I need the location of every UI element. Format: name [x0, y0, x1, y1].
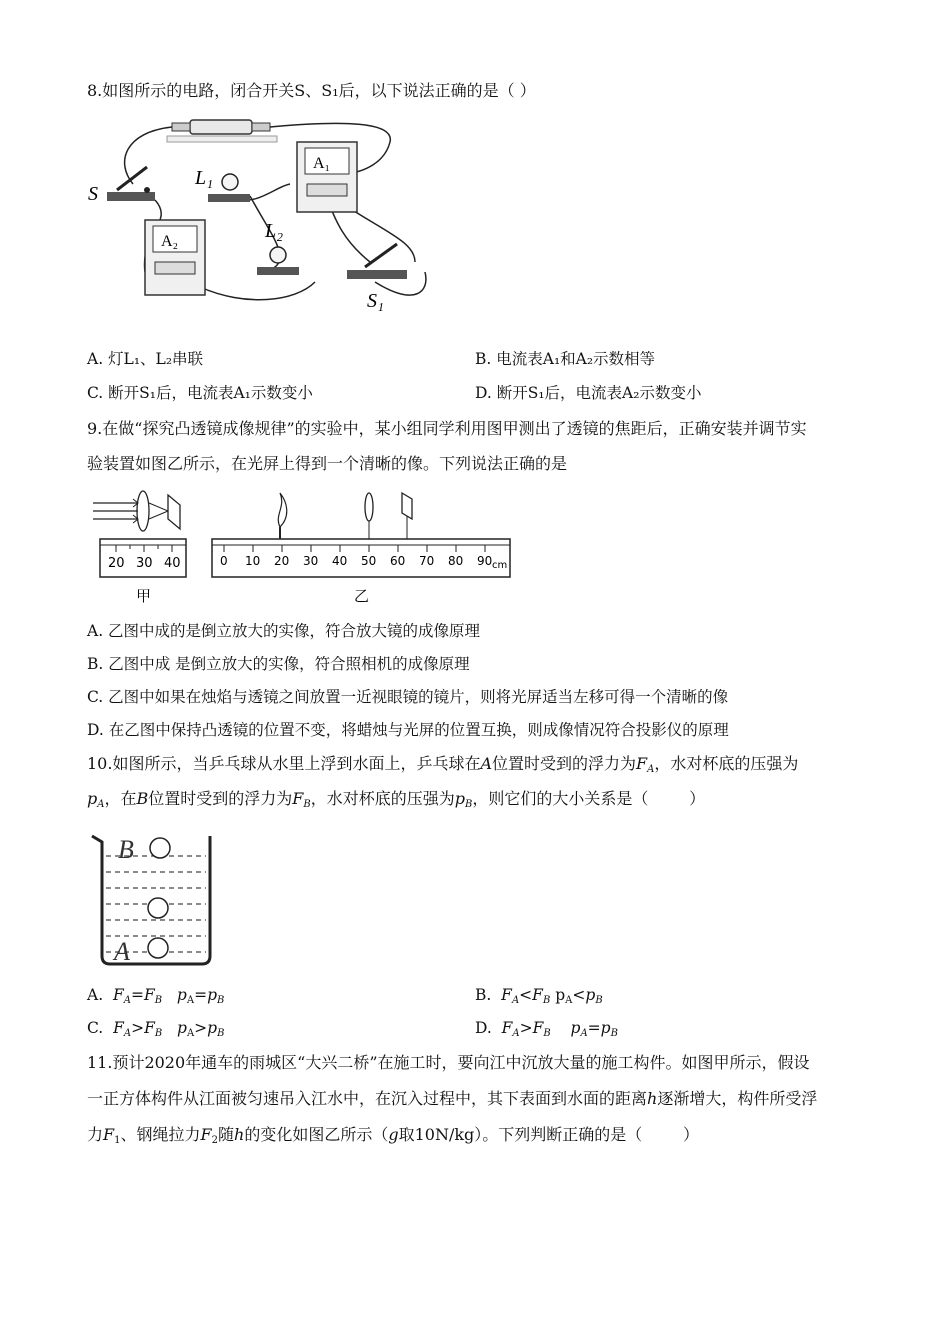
yi-tick-0: 0	[220, 554, 228, 568]
jia-caption: 甲	[136, 587, 152, 605]
yi-tick-80: 80	[448, 554, 464, 568]
label-l2: L₂	[265, 220, 284, 242]
q10-option-d[interactable]: D. $F_A>F_B$ $p_A=p_B$	[475, 1019, 618, 1039]
q10-option-a[interactable]: A. $F_A=F_B$ $p_A=p_B$	[87, 986, 225, 1006]
q10-option-c[interactable]: C. $F_A>F_B$ $p_A>p_B$	[87, 1019, 225, 1039]
yi-tick-50: 50	[361, 554, 377, 568]
label-a2: A₂	[161, 233, 179, 250]
label-s1: S₁	[367, 290, 384, 312]
q9-option-c[interactable]: C. 乙图中如果在烛焰与透镜之间放置一近视眼镜的镜片，则将光屏适当左移可得一个清晰的像	[87, 688, 729, 706]
q9-stem-line1: 9.在做“探究凸透镜成像规律”的实验中，某小组同学利用图甲测出了透镜的焦距后，正确安装并调节实	[87, 419, 807, 438]
label-s: S	[88, 183, 98, 205]
yi-tick-40: 40	[332, 554, 348, 568]
q11-stem-line3: 力$F_1$、钢绳拉力$F_2$随h的变化如图乙所示（g取10N/kg）。下列判断正确的是（ ）	[87, 1125, 699, 1146]
q9-option-a[interactable]: A. 乙图中成的是倒立放大的实像，符合放大镜的成像原理	[87, 622, 481, 640]
q9-option-d[interactable]: D. 在乙图中保持凸透镜的位置不变，将蜡烛与光屏的位置互换，则成像情况符合投影仪的原理	[87, 721, 729, 739]
q8-option-b[interactable]: B. 电流表A₁和A₂示数相等	[475, 350, 656, 368]
q8-stem: 8.如图所示的电路，闭合开关S、S₁后，以下说法正确的是（ ）	[87, 81, 536, 100]
jia-tick-40: 40	[164, 556, 181, 571]
q10-stem-line1: 10.如图所示，当乒乓球从水里上浮到水面上，乒乓球在A位置时受到的浮力为$F_A$，水对杯底的压强为	[87, 754, 799, 775]
yi-tick-10: 10	[245, 554, 261, 568]
q11-stem-line1: 11.预计2020年通车的雨城区“大兴二桥”在施工时，要向江中沉放大量的施工构件。如图甲所示，假设	[87, 1053, 810, 1072]
q10-beaker-figure	[88, 826, 223, 968]
q8-circuit-figure	[85, 112, 435, 317]
q8-option-c[interactable]: C. 断开S₁后，电流表A₁示数变小	[87, 384, 313, 402]
label-a1: A₁	[313, 155, 331, 172]
yi-unit: cm	[492, 560, 508, 571]
yi-tick-30: 30	[303, 554, 319, 568]
yi-tick-70: 70	[419, 554, 435, 568]
q10-option-b[interactable]: B. $F_A<F_B$ $p_A<p_B$	[475, 986, 603, 1006]
q9-option-b[interactable]: B. 乙图中成 是倒立放大的实像，符合照相机的成像原理	[87, 655, 470, 673]
label-l1: L₁	[195, 167, 214, 189]
q8-option-d[interactable]: D. 断开S₁后，电流表A₂示数变小	[475, 384, 702, 402]
q11-stem-line2: 一正方体构件从江面被匀速吊入江水中，在沉入过程中，其下表面到水面的距离h逐渐增大，构件所受浮	[87, 1089, 818, 1108]
label-b: B	[118, 835, 134, 864]
yi-caption: 乙	[354, 587, 370, 605]
q9-lens-figure	[88, 485, 513, 610]
q10-stem-line2: $p_A$，在B位置时受到的浮力为$F_B$，水对杯底的压强为$p_B$，则它们的大小关系是（ ）	[87, 789, 706, 810]
yi-tick-60: 60	[390, 554, 406, 568]
jia-tick-20: 20	[108, 556, 125, 571]
q9-stem-line2: 验装置如图乙所示，在光屏上得到一个清晰的像。下列说法正确的是	[87, 454, 568, 473]
yi-tick-20: 20	[274, 554, 290, 568]
jia-tick-30: 30	[136, 556, 153, 571]
q8-option-a[interactable]: A. 灯L₁、L₂串联	[87, 350, 204, 368]
yi-tick-90: 90	[477, 554, 493, 568]
label-a: A	[114, 937, 130, 966]
